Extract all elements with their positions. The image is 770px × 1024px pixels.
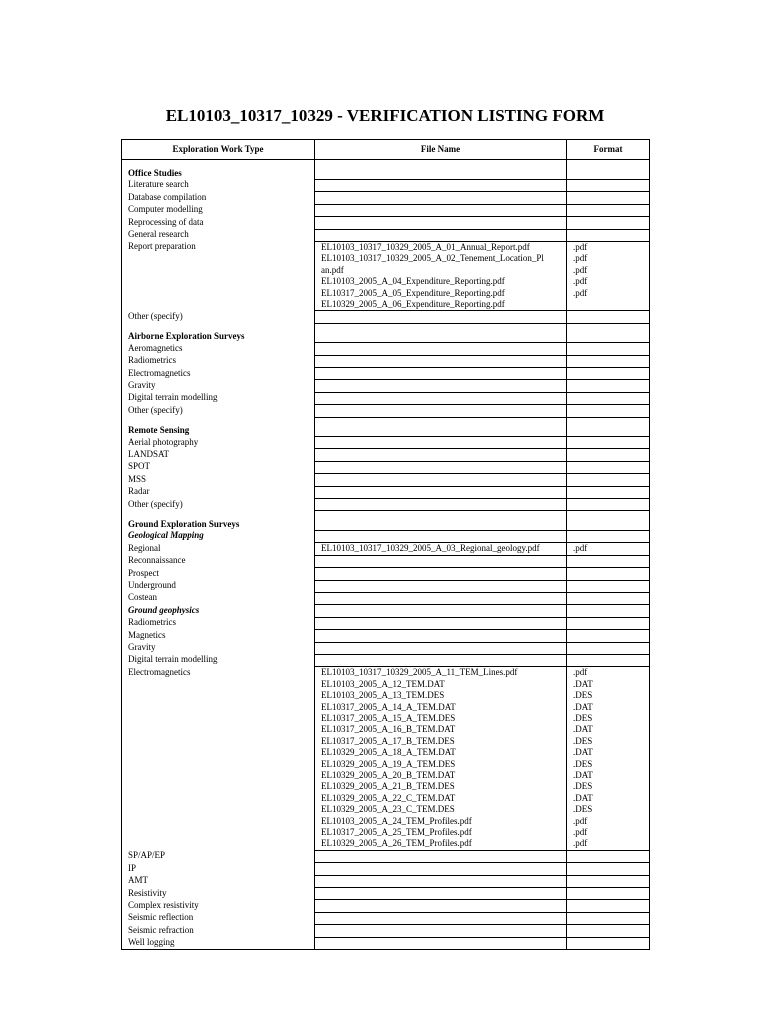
file-name-cell [315, 667, 567, 851]
table-row [122, 543, 650, 555]
file-name: EL10317_2005_A_05_Expenditure_Reporting.pdf [321, 287, 505, 298]
file-name-cell [315, 900, 567, 912]
table-row [122, 417, 650, 436]
column-header-file-name: File Name [315, 140, 567, 160]
file-name-cell [315, 499, 567, 511]
table-row [122, 888, 650, 900]
format-cell [567, 192, 650, 204]
format-cell [567, 654, 650, 666]
file-name-cell [315, 530, 567, 542]
format-cell [567, 875, 650, 887]
file-format: .DES [573, 781, 593, 792]
file-name-cell [315, 875, 567, 887]
format-cell [567, 461, 650, 473]
format-cell [567, 642, 650, 654]
file-name-cell [315, 217, 567, 229]
table-row [122, 630, 650, 642]
format-cell [567, 850, 650, 862]
file-format: .DAT [573, 792, 593, 803]
file-name-cell [315, 912, 567, 924]
file-name: EL10103_2005_A_24_TEM_Profiles.pdf [321, 815, 472, 826]
format-cell [567, 217, 650, 229]
file-name: EL10317_2005_A_16_B_TEM.DAT [321, 724, 456, 735]
file-format: .DAT [573, 678, 593, 689]
table-row [122, 192, 650, 204]
file-name-cell [315, 311, 567, 323]
format-cell [567, 617, 650, 629]
table-row [122, 486, 650, 498]
work-type-label: Database compilation [122, 192, 315, 204]
format-cell [567, 667, 650, 851]
file-format: .pdf [573, 253, 588, 264]
file-format: .pdf [573, 276, 588, 287]
section-heading: Office Studies [122, 160, 315, 180]
file-format: .pdf [573, 667, 588, 678]
file-name: EL10329_2005_A_23_C_TEM.DES [321, 804, 455, 815]
table-row [122, 654, 650, 666]
format-cell [567, 204, 650, 216]
work-type-label: General research [122, 229, 315, 241]
file-name-cell [315, 405, 567, 417]
format-cell [567, 229, 650, 241]
format-cell [567, 555, 650, 567]
table-row [122, 850, 650, 862]
table-row [122, 355, 650, 367]
table-row [122, 474, 650, 486]
file-format: .DAT [573, 770, 593, 780]
section-heading: Remote Sensing [122, 417, 315, 436]
file-name: EL10317_2005_A_15_A_TEM.DES [321, 712, 456, 723]
subsection-heading: Geological Mapping [122, 530, 315, 542]
table-row [122, 217, 650, 229]
work-type-label: Computer modelling [122, 204, 315, 216]
table-row [122, 642, 650, 654]
work-type-label: Literature search [122, 179, 315, 191]
table-body [122, 160, 650, 950]
table-row [122, 568, 650, 580]
file-format: .DAT [573, 747, 593, 758]
format-cell [567, 405, 650, 417]
work-type-label: Prospect [122, 568, 315, 580]
table-row [122, 323, 650, 342]
table-row [122, 461, 650, 473]
work-type-label: Radar [122, 486, 315, 498]
format-cell [567, 925, 650, 937]
file-name-cell [315, 461, 567, 473]
work-type-label: SP/AP/EP [122, 850, 315, 862]
file-name: EL10329_2005_A_22_C_TEM.DAT [321, 792, 456, 803]
format-cell [567, 380, 650, 392]
work-type-label: Radiometrics [122, 617, 315, 629]
table-row [122, 380, 650, 392]
table-row [122, 863, 650, 875]
table-row [122, 229, 650, 241]
work-type-label: Reprocessing of data [122, 217, 315, 229]
file-name-cell [315, 380, 567, 392]
file-name-cell [315, 850, 567, 862]
work-type-label: Other (specify) [122, 405, 315, 417]
work-type-label: Seismic refraction [122, 925, 315, 937]
work-type-label: Other (specify) [122, 311, 315, 323]
table-row [122, 530, 650, 542]
file-format: .DES [573, 690, 593, 701]
file-name-cell [315, 368, 567, 380]
file-name-cell [315, 241, 567, 310]
file-name-cell [315, 863, 567, 875]
format-cell [567, 392, 650, 404]
file-name: EL10317_2005_A_14_A_TEM.DAT [321, 701, 456, 712]
format-cell [567, 912, 650, 924]
table-row [122, 241, 650, 310]
section-heading: Airborne Exploration Surveys [122, 323, 315, 342]
file-format: .pdf [573, 543, 588, 554]
form-title: EL10103_10317_10329 - VERIFICATION LISTING FORM [165, 106, 605, 125]
table-row [122, 160, 650, 180]
file-name-cell [315, 630, 567, 642]
format-cell [567, 499, 650, 511]
file-name: EL10329_2005_A_19_A_TEM.DES [321, 758, 456, 769]
work-type-label: Costean [122, 592, 315, 604]
work-type-label: LANDSAT [122, 449, 315, 461]
table-row [122, 937, 650, 949]
table-row [122, 499, 650, 511]
format-cell [567, 630, 650, 642]
work-type-label: IP [122, 863, 315, 875]
work-type-label: Electromagnetics [122, 368, 315, 380]
format-cell [567, 437, 650, 449]
subsection-heading: Ground geophysics [122, 605, 315, 617]
column-header-format: Format [567, 140, 650, 160]
file-format: .DES [573, 712, 593, 723]
file-name: EL10103_2005_A_13_TEM.DES [321, 690, 445, 701]
format-cell [567, 863, 650, 875]
file-name-cell [315, 937, 567, 949]
work-type-label: Seismic reflection [122, 912, 315, 924]
format-cell [567, 592, 650, 604]
work-type-label: Aeromagnetics [122, 343, 315, 355]
table-row [122, 179, 650, 191]
table-row [122, 311, 650, 323]
table-row [122, 592, 650, 604]
work-type-label: Radiometrics [122, 355, 315, 367]
file-name-cell [315, 449, 567, 461]
format-cell [567, 605, 650, 617]
file-name: EL10317_2005_A_17_B_TEM.DES [321, 735, 455, 746]
file-name-cell [315, 343, 567, 355]
column-header-work-type: Exploration Work Type [122, 140, 315, 160]
table-row [122, 405, 650, 417]
file-name: EL10329_2005_A_21_B_TEM.DES [321, 781, 455, 792]
file-name: EL10329_2005_A_06_Expenditure_Reporting.pdf [321, 298, 505, 309]
work-type-label: Reconnaissance [122, 555, 315, 567]
file-name-cell [315, 486, 567, 498]
table-row [122, 555, 650, 567]
file-format: .pdf [573, 241, 588, 252]
file-name-cell [315, 925, 567, 937]
file-name-cell [315, 474, 567, 486]
file-name-cell [315, 179, 567, 191]
work-type-label: Well logging [122, 937, 315, 949]
file-name-cell [315, 204, 567, 216]
work-type-label: Gravity [122, 380, 315, 392]
file-name-cell [315, 437, 567, 449]
section-heading: Ground Exploration Surveys [122, 511, 315, 530]
format-cell [567, 568, 650, 580]
table-row [122, 449, 650, 461]
work-type-label: Underground [122, 580, 315, 592]
format-cell [567, 937, 650, 949]
file-name-cell [315, 392, 567, 404]
work-type-label: Digital terrain modelling [122, 392, 315, 404]
format-cell [567, 311, 650, 323]
file-name: EL10317_2005_A_25_TEM_Profiles.pdf [321, 827, 472, 838]
file-name-cell [315, 417, 567, 436]
work-type-label: MSS [122, 474, 315, 486]
format-cell [567, 160, 650, 180]
file-name: EL10103_10317_10329_2005_A_02_Tenement_Location_Pl [321, 253, 544, 264]
file-name: EL10329_2005_A_26_TEM_Profiles.pdf [321, 838, 472, 849]
file-name: EL10103_10317_10329_2005_A_01_Annual_Report.pdf [321, 241, 530, 252]
file-name: EL10103_10317_10329_2005_A_11_TEM_Lines.pdf [321, 667, 518, 678]
file-format: .pdf [573, 827, 588, 838]
file-name-cell [315, 543, 567, 555]
work-type-label: Resistivity [122, 888, 315, 900]
work-type-label: Digital terrain modelling [122, 654, 315, 666]
verification-table [121, 139, 649, 950]
work-type-label: Report preparation [122, 241, 315, 310]
work-type-label: Magnetics [122, 630, 315, 642]
file-name: EL10103_10317_10329_2005_A_03_Regional_geology.pdf [321, 543, 540, 554]
file-name-cell [315, 617, 567, 629]
work-type-label: Electromagnetics [122, 667, 315, 851]
table-row [122, 368, 650, 380]
file-name-cell [315, 592, 567, 604]
work-type-label: Complex resistivity [122, 900, 315, 912]
format-cell [567, 343, 650, 355]
file-name-cell [315, 160, 567, 180]
format-cell [567, 323, 650, 342]
table-row [122, 605, 650, 617]
work-type-label: Regional [122, 543, 315, 555]
file-name-cell [315, 605, 567, 617]
file-name: an.pdf [321, 264, 344, 275]
file-name-cell [315, 555, 567, 567]
table-row [122, 580, 650, 592]
format-cell [567, 900, 650, 912]
file-name: EL10103_2005_A_12_TEM.DAT [321, 678, 445, 689]
file-name: EL10329_2005_A_20_B_TEM.DAT [321, 770, 456, 780]
format-cell [567, 368, 650, 380]
table-row [122, 667, 650, 851]
file-name-cell [315, 642, 567, 654]
file-format: .pdf [573, 264, 588, 275]
table-row [122, 912, 650, 924]
file-name-cell [315, 511, 567, 530]
format-cell [567, 888, 650, 900]
table-header-row [122, 140, 650, 160]
file-name-cell [315, 654, 567, 666]
table-row [122, 617, 650, 629]
work-type-label: Gravity [122, 642, 315, 654]
file-format: .DES [573, 758, 593, 769]
file-format: .pdf [573, 287, 588, 298]
work-type-label: Aerial photography [122, 437, 315, 449]
format-cell [567, 449, 650, 461]
work-type-label: Other (specify) [122, 499, 315, 511]
table-row [122, 437, 650, 449]
format-cell [567, 580, 650, 592]
format-cell [567, 486, 650, 498]
file-name-cell [315, 355, 567, 367]
file-format: .pdf [573, 838, 588, 849]
file-name-cell [315, 568, 567, 580]
file-name-cell [315, 888, 567, 900]
work-type-label: SPOT [122, 461, 315, 473]
table-row [122, 925, 650, 937]
file-format: .DAT [573, 701, 593, 712]
file-name: EL10329_2005_A_18_A_TEM.DAT [321, 747, 456, 758]
file-name-cell [315, 323, 567, 342]
file-name: EL10103_2005_A_04_Expenditure_Reporting.pdf [321, 276, 505, 287]
file-format: .DES [573, 804, 593, 815]
format-cell [567, 511, 650, 530]
table-row [122, 392, 650, 404]
format-cell [567, 355, 650, 367]
work-type-label: AMT [122, 875, 315, 887]
file-format: .DAT [573, 724, 593, 735]
table-row [122, 875, 650, 887]
file-name-cell [315, 229, 567, 241]
format-cell [567, 530, 650, 542]
format-cell [567, 543, 650, 555]
table-row [122, 900, 650, 912]
table-row [122, 343, 650, 355]
format-cell [567, 417, 650, 436]
file-name-cell [315, 192, 567, 204]
format-cell [567, 241, 650, 310]
file-format: .pdf [573, 815, 588, 826]
table-row [122, 204, 650, 216]
format-cell [567, 474, 650, 486]
file-format: .DES [573, 735, 593, 746]
file-name-cell [315, 580, 567, 592]
table-row [122, 511, 650, 530]
format-cell [567, 179, 650, 191]
